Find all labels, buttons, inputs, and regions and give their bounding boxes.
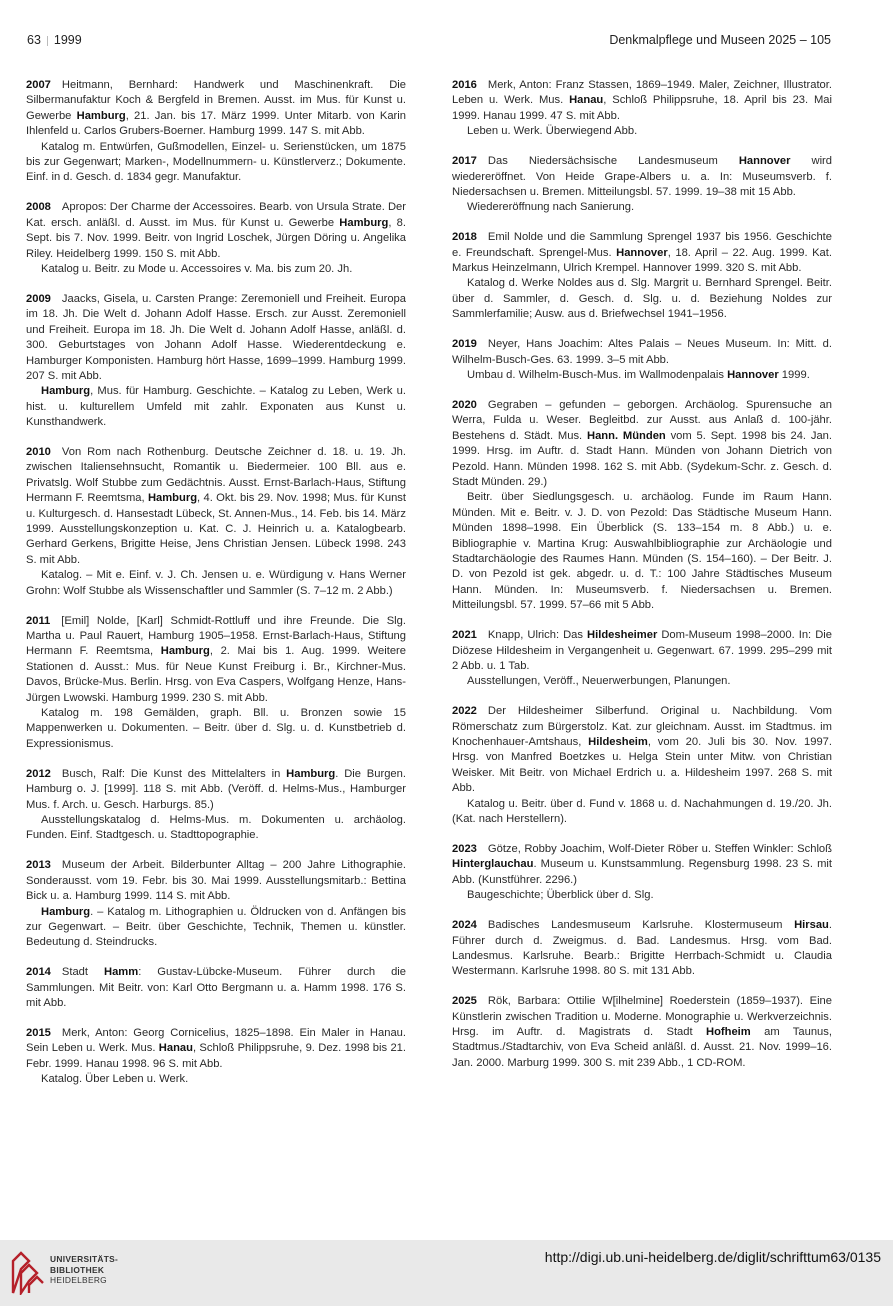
entry-citation: Merk, Anton: Georg Cornicelius, 1825–1898. Ein Maler in Hanau. Sein Leben u. Werk. Mus. Hanau, Schloß Philippsruhe, 9. Dez. 1998 bis 21. Febr. 1999. Hanau 1998. 96 S. mit Abb. <box>26 1026 407 1070</box>
entry-number: 2012 <box>26 767 51 780</box>
entry-annotation: Hamburg. – Katalog m. Lithographien u. Öldrucken von d. Anfängen bis zur Gegenwart. – Beitr. über Geschichte, Technik, Themen u. künstler. Bedeutung d. Steindrucks. <box>26 905 406 949</box>
entry-citation: [Emil] Nolde, [Karl] Schmidt-Rottluff und ihre Freunde. Die Slg. Martha u. Paul Rauert, Hamburg 1905–1958. Ernst-Barlach-Haus, Stiftung Hermann F. Reemtsma, Hamburg, 2. Mai bis 1. Aug. 1999. Weitere Stationen d. Ausst.: Mus. für Neue Kunst Freiburg i. Br., Kirchner-Mus. Davos, Brücke-Mus. Berlin. Hrsg. von Eva Caspers, Wolfgang Henze, Hans-Jürgen Lwowski. Hamburg 1999. 230 S. mit Abb. <box>26 614 406 704</box>
bibliography-entry <box>26 1026 406 1088</box>
entry-number: 2017 <box>452 155 477 168</box>
library-name-line3: HEIDELBERG <box>50 1275 107 1285</box>
library-name <box>50 1254 118 1286</box>
entry-citation: Gegraben – gefunden – geborgen. Archäolog. Spurensuche an Werra, Fulda u. Weser. Begleitbd. zur Ausst. aus Anlaß d. 100-jähr. Bestehens d. Städt. Mus. Hann. Münden vom 5. Sept. 1998 bis 24. Jan. 1999. Hrsg. im Auftr. d. Stadt Hann. Münden von Johann Dietrich von Pezold. Hann. Münden 1998. 162 S. mit Abb. (Sydekum-Schr. z. Gesch. d. Stadt Münden. 29.) <box>452 398 833 488</box>
entry-number: 2014 <box>26 966 51 979</box>
bibliography-entry <box>452 154 832 216</box>
entry-number: 2009 <box>26 292 51 305</box>
entry-annotation: Katalog. – Mit e. Einf. v. J. Ch. Jensen u. e. Würdigung v. Hans Werner Grohn: Wolf Stubbe als Wissenschaftler und Sammler (S. 7–12 m. 2 Abb.) <box>26 569 406 597</box>
entry-number: 2011 <box>26 614 51 627</box>
entry-number: 2022 <box>452 705 477 718</box>
bibliography-entry <box>452 398 832 614</box>
entry-number: 2023 <box>452 842 477 855</box>
entry-citation: Emil Nolde und die Sammlung Sprengel 1937 bis 1956. Geschichte e. Freundschaft. Sprengel-Mus. Hannover, 18. April – 22. Aug. 1999. Kat. Markus Heinzelmann, Ulrich Krempel. Hannover 1999. 320 S. mit Abb. <box>452 231 832 275</box>
entry-main-text <box>452 918 832 980</box>
entry-annotation: Leben u. Werk. Überwiegend Abb. <box>467 125 638 138</box>
entry-main-text <box>26 445 406 568</box>
entry-annotation: Beitr. über Siedlungsgesch. u. archäolog. Funde im Raum Hann. Münden. Mit e. Beitr. v. J. D. von Pezold: Das Städtische Museum Hann. Münden 1898–1998. Ein Überblick (S. 133–154 m. 8 Abb.) u. e. Bibliographie v. Martina Krug: Auswahlbibliographie zur Archäologie und Stadtarchäologie des Raumes Hann. Münden (S. 154–160). – Der Beitr. J. D. von Pezold ist gek. abgedr. u. d. T.: 100 Jahre Städtisches Museum Hann. Münden. In: Museumsverb. f. Niedersachsen u. Bremen. Mitteilungsbl. 57. 1999. 57–66 mit 5 Abb. <box>452 491 832 612</box>
entry-number: 2019 <box>452 338 477 351</box>
entry-annotation: Katalog. Über Leben u. Werk. <box>41 1073 189 1086</box>
bibliography-entry <box>452 230 832 322</box>
bibliography-entry <box>26 445 406 599</box>
entry-main-text <box>452 398 832 490</box>
entry-annotation: Katalog m. 198 Gemälden, graph. Bll. u. Bronzen sowie 15 Mappenwerken u. Dokumenten. – Beitr. über d. Slg. u. d. Kunstbetrieb d. Expressionismus. <box>26 707 406 750</box>
entry-annotation: Katalog m. Entwürfen, Gußmodellen, Einzel- u. Serienstücken, um 1875 bis zur Gegenwart; Marken-, Modellnummern- u. Künstlerverz.; Dokumente. Einf. in d. Gesch. d. 1834 gegr. Manufaktur. <box>26 140 406 184</box>
bibliography-entry <box>26 200 406 277</box>
entry-annotation: Hamburg, Mus. für Hamburg. Geschichte. – Katalog zu Leben, Werk u. hist. u. kulturellem Umfeld mit zahlr. Exponaten aus Kunst u. Kunsthandwerk. <box>26 385 406 429</box>
bibliography-entry <box>452 994 832 1071</box>
entry-citation: Das Niedersächsische Landesmuseum Hannover wird wiedereröffnet. Von Heide Grape-Albers u. a. In: Museumsverb. f. Niedersachsen u. Bremen. Mitteilungsbl. 57. 1999. 19–38 mit 15 Abb. <box>452 155 832 198</box>
bibliography-entry <box>452 918 832 980</box>
entry-annotation: Wiedereröffnung nach Sanierung. <box>467 201 635 214</box>
header-year: 1999 <box>53 33 82 47</box>
entry-annotation: Katalog d. Werke Noldes aus d. Slg. Margrit u. Bernhard Sprengel. Beitr. über d. Sammler, d. Gesch. d. Slg. u. d. Beziehung Noldes zur Sammlerfamilie; Ausw. aus d. Briefwechsel 1941–1956. <box>452 277 832 321</box>
bibliography-entry <box>26 965 406 1011</box>
entry-citation: Neyer, Hans Joachim: Altes Palais – Neues Museum. In: Mitt. d. Wilhelm-Busch-Ges. 63. 1999. 3–5 mit Abb. <box>452 338 832 366</box>
entry-number: 2025 <box>452 995 477 1008</box>
university-library-logo-icon <box>9 1249 45 1295</box>
bibliography-entry <box>452 704 832 827</box>
entry-citation: Jaacks, Gisela, u. Carsten Prange: Zeremoniell und Freiheit. Europa im 18. Jh. Die Welt d. Johann Adolf Hasse. Ersch. zur Ausst. Zeremoniell und Freiheit. Europa im 18. Jh. Die Welt d. Johann Adolf Hasse, anläßl. d. 300. Geburtstages von Johann Adolf Hasse. Wiederentdeckung e. Hamburger Komponisten. Hamburg hört Hasse, 1699–1999. Hamburg 1999. 207 S. mit Abb. <box>26 292 406 382</box>
header-title: Denkmalpflege und Museen 2025 – 105 <box>609 33 831 47</box>
bibliography-entry <box>452 78 832 140</box>
source-url[interactable]: http://digi.ub.uni-heidelberg.de/diglit/schrifttum63/0135 <box>544 1249 881 1265</box>
entry-main-text <box>26 292 406 384</box>
header-left <box>27 33 82 47</box>
entry-number: 2021 <box>452 629 477 642</box>
footer-bar <box>0 1240 893 1306</box>
entry-main-text <box>26 965 406 1011</box>
entry-number: 2015 <box>26 1026 51 1039</box>
entry-main-text <box>26 614 406 706</box>
page-number: 63 <box>27 33 41 47</box>
entry-citation: Knapp, Ulrich: Das Hildesheimer Dom-Museum 1998–2000. In: Die Diözese Hildesheim in Vergangenheit u. Gegenwart. 67. 1999. 295–299 mit 2 Abb. u. 1 Tab. <box>452 629 832 672</box>
left-column <box>26 78 406 1102</box>
header-separator <box>47 36 48 46</box>
entry-citation: Museum der Arbeit. Bilderbunter Alltag – 200 Jahre Lithographie. Sonderausst. vom 19. Febr. bis 30. Mai 1999. Ausstellungsmitarb.: Bettina Bick u. a. Hamburg 1999. 114 S. mit Abb. <box>26 859 406 903</box>
entry-number: 2008 <box>26 201 51 214</box>
bibliography-entry <box>26 292 406 431</box>
bibliography-entry <box>26 858 406 950</box>
entry-citation: Von Rom nach Rothenburg. Deutsche Zeichner d. 18. u. 19. Jh. zwischen Italiensehnsucht, Romantik u. Biedermeier. 100 Bll. aus e. Privatslg. Wolf Stubbe zum Gedächtnis. Ausst. Ernst-Barlach-Haus, Stiftung Hermann F. Reemtsma, Hamburg, 4. Okt. bis 29. Nov. 1998; Mus. für Kunst u. Kulturgesch. d. Hansestadt Lübeck, St. Annen-Mus., 14. Feb. bis 14. März 1999. Ausstellungskonzeption u. Kat. C. J. Heinrich u. a. Katalogbearb. Gerhard Gerkens, Brigitte Heise, Jens Christian Jensen. Lübeck 1998. 243 S. mit Abb. <box>26 446 406 566</box>
bibliography-entry <box>452 842 832 904</box>
entry-main-text <box>452 337 832 368</box>
entry-main-text <box>26 767 406 813</box>
entry-citation: Stadt Hamm: Gustav-Lübcke-Museum. Führer durch die Sammlungen. Mit Beitr. von: Karl Otto Bergmann u. a. Hamm 1998. 176 S. mit Abb. <box>26 966 406 1010</box>
entry-number: 2010 <box>26 446 51 459</box>
entry-citation: Götze, Robby Joachim, Wolf-Dieter Röber u. Steffen Winkler: Schloß Hinterglauchau. Museum u. Kunstsammlung. Regensburg 1998. 23 S. mit Abb. (Kunstführer. 2296.) <box>452 842 832 886</box>
entry-citation: Der Hildesheimer Silberfund. Original u. Nachbildung. Vom Römerschatz zum Bürgerstolz. Kat. zur gleichnam. Ausst. im Stadtmus. im Knochenhauer-Amtshaus, Hildesheim, vom 20. Juli bis 30. Nov. 1997. Hrsg. von Manfred Boetzkes u. Helga Stein unter Mitw. von Christian Weisker. Mit Beitr. von Michael Erdrich u. a. Hildesheim 1997. 268 S. mit Abb. <box>452 705 832 795</box>
entry-citation: Badisches Landesmuseum Karlsruhe. Klostermuseum Hirsau. Führer durch d. Zweigmus. d. Bad. Landesmus. Hrsg. vom Bad. Landesmus. Karlsruhe. Bearb.: Brigitte Herrbach-Schmidt u. Claudia Westermann. Karlsruhe 1998. 80 S. mit 131 Abb. <box>452 919 832 978</box>
right-column <box>452 78 832 1086</box>
entry-main-text <box>26 1026 406 1072</box>
library-name-line1: UNIVERSITÄTS- <box>50 1254 119 1264</box>
entry-annotation: Katalog u. Beitr. über d. Fund v. 1868 u. d. Nachahmungen d. 19./20. Jh. (Kat. nach Herstellern). <box>452 797 832 826</box>
entry-main-text <box>452 994 832 1071</box>
entry-main-text <box>26 858 406 904</box>
entry-citation: Merk, Anton: Franz Stassen, 1869–1949. Maler, Zeichner, Illustrator. Leben u. Werk. Mus. Hanau, Schloß Philippsruhe, 18. April bis 23. Mai 1999. Hanau 1999. 47 S. mit Abb. <box>452 79 832 122</box>
library-name-line2: BIBLIOTHEK <box>50 1264 105 1275</box>
entry-number: 2018 <box>452 231 477 244</box>
bibliography-entry <box>452 337 832 383</box>
entry-number: 2020 <box>452 398 477 411</box>
entry-annotation: Baugeschichte; Überblick über d. Slg. <box>467 889 654 902</box>
bibliography-entry <box>26 767 406 844</box>
entry-number: 2007 <box>26 79 51 91</box>
entry-main-text <box>26 200 406 262</box>
page-header <box>27 33 831 51</box>
entry-citation: Rök, Barbara: Ottilie W[ilhelmine] Roederstein (1859–1937). Eine Künstlerin zwischen Tradition u. Moderne. Monographie u. Werkverzeichnis. Hrsg. im Auftr. d. Magistrats d. Stadt Hofheim am Taunus, Stadtmus./Stadtarchiv, von Eva Scheid anläßl. d. Ausst. 21. Nov. 1999–16. Jan. 2000. Marburg 1999. 300 S. mit 239 Abb., 1 CD-ROM. <box>452 995 832 1069</box>
entry-annotation: Ausstellungen, Veröff., Neuerwerbungen, Planungen. <box>467 675 731 688</box>
entry-main-text <box>452 704 832 796</box>
entry-citation: Apropos: Der Charme der Accessoires. Bearb. von Ursula Strate. Der Kat. ersch. anläßl. d. Ausst. im Mus. für Kunst u. Gewerbe Hamburg, 8. Sept. bis 7. Nov. 1999. Beitr. von Ingrid Loschek, Jürgen Döring u. Angelika Riley. Heidelberg 1999. 150 S. mit Abb. <box>26 201 407 260</box>
entry-main-text <box>452 628 832 674</box>
entry-citation: Heitmann, Bernhard: Handwerk und Maschinenkraft. Die Silbermanufaktur Koch & Bergfeld in Bremen. Ausst. im Mus. für Kunst u. Gewerbe Hamburg, 21. Jan. bis 17. März 1999. Unter Mitarb. von Karin Ihlenfeld u. Carlos Grubers-Boerner. Hamburg 1999. 147 S. mit Abb. <box>26 79 406 138</box>
entry-number: 2024 <box>452 919 477 932</box>
bibliography-entry <box>26 78 406 186</box>
entry-main-text <box>452 154 832 200</box>
entry-number: 2016 <box>452 79 477 91</box>
bibliography-entry <box>452 628 832 690</box>
entry-annotation: Katalog u. Beitr. zu Mode u. Accessoires v. Ma. bis zum 20. Jh. <box>41 262 353 275</box>
entry-number: 2013 <box>26 859 51 872</box>
entry-main-text <box>26 78 406 140</box>
entry-citation: Busch, Ralf: Die Kunst des Mittelalters in Hamburg. Die Burgen. Hamburg o. J. [1999]. 118 S. mit Abb. (Veröff. d. Helms-Mus., Hamburger Mus. f. Arch. u. Gesch. Harburgs. 85.) <box>26 767 406 811</box>
entry-main-text <box>452 842 832 888</box>
entry-main-text <box>452 78 832 124</box>
bibliography-entry <box>26 614 406 753</box>
entry-main-text <box>452 230 832 276</box>
entry-annotation: Umbau d. Wilhelm-Busch-Mus. im Wallmodenpalais Hannover 1999. <box>467 369 810 381</box>
entry-annotation: Ausstellungskatalog d. Helms-Mus. m. Dokumenten u. archäolog. Funden. Einf. Stadtgesch. u. Stadttopographie. <box>26 813 406 842</box>
